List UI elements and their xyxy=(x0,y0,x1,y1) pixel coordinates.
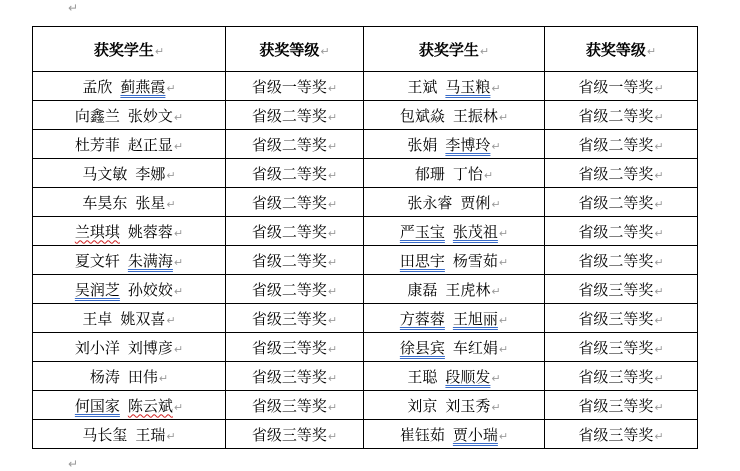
student-name: 刘小洋 xyxy=(74,338,120,357)
award-level: 省级二等奖 xyxy=(251,164,327,183)
right-level-cell xyxy=(545,217,698,246)
student-name: 杨涛 xyxy=(89,367,120,386)
table-row xyxy=(33,217,698,246)
paragraph-mark-icon: ↵ xyxy=(68,1,79,15)
left-level-cell xyxy=(226,304,364,333)
cell-mark-icon: ↵ xyxy=(154,44,165,58)
student-name: 王振林 xyxy=(452,106,498,125)
student-name: 方蓉蓉 xyxy=(399,309,445,328)
student-name: 王瑞 xyxy=(135,425,166,444)
left-student-cell xyxy=(33,130,226,159)
student-name: 车红娟 xyxy=(452,338,498,357)
table-row xyxy=(33,275,698,304)
cell-mark-icon: ↵ xyxy=(327,429,338,443)
cell-mark-icon: ↵ xyxy=(327,371,338,385)
header-label: 获奖等级 xyxy=(585,40,646,59)
left-level-cell xyxy=(226,420,364,449)
awards-table xyxy=(32,26,698,449)
cell-mark-icon: ↵ xyxy=(327,168,338,182)
cell-mark-icon: ↵ xyxy=(327,139,338,153)
table-row xyxy=(33,391,698,420)
left-level-cell xyxy=(226,333,364,362)
table-row xyxy=(33,72,698,101)
award-level: 省级三等奖 xyxy=(578,309,654,328)
student-name: 段顺发 xyxy=(445,367,491,386)
cell-mark-icon: ↵ xyxy=(327,110,338,124)
award-level: 省级三等奖 xyxy=(578,396,654,415)
award-level: 省级三等奖 xyxy=(578,338,654,357)
student-name: 张茂祖 xyxy=(452,222,498,241)
award-level: 省级三等奖 xyxy=(251,425,327,444)
table-row xyxy=(33,304,698,333)
cell-mark-icon: ↵ xyxy=(173,255,184,269)
award-level: 省级二等奖 xyxy=(578,251,654,270)
cell-mark-icon: ↵ xyxy=(654,226,664,240)
left-student-cell xyxy=(33,188,226,217)
cell-mark-icon: ↵ xyxy=(491,81,501,95)
right-level-cell xyxy=(545,72,698,101)
student-name: 夏文轩 xyxy=(74,251,120,270)
award-level: 省级二等奖 xyxy=(251,135,327,154)
cell-mark-icon: ↵ xyxy=(654,284,664,298)
left-level-cell xyxy=(226,72,364,101)
left-student-cell xyxy=(33,304,226,333)
award-level: 省级三等奖 xyxy=(251,338,327,357)
cell-mark-icon: ↵ xyxy=(327,284,338,298)
student-name: 马文敏 xyxy=(82,164,128,183)
cell-mark-icon: ↵ xyxy=(498,110,509,124)
cell-mark-icon: ↵ xyxy=(173,110,184,124)
cell-mark-icon: ↵ xyxy=(646,44,657,58)
cell-mark-icon: ↵ xyxy=(173,226,184,240)
right-level-cell xyxy=(545,130,698,159)
award-level: 省级三等奖 xyxy=(251,309,327,328)
student-name: 何国家 xyxy=(74,396,120,415)
student-name: 刘京 xyxy=(407,396,438,415)
student-name: 王旭丽 xyxy=(452,309,498,328)
right-student-cell xyxy=(364,217,545,246)
award-level: 省级三等奖 xyxy=(578,367,654,386)
right-student-cell xyxy=(364,420,545,449)
cell-mark-icon: ↵ xyxy=(491,284,501,298)
right-student-cell xyxy=(364,333,545,362)
left-level-cell xyxy=(226,188,364,217)
left-student-cell xyxy=(33,72,226,101)
cell-mark-icon: ↵ xyxy=(166,429,176,443)
cell-mark-icon: ↵ xyxy=(491,400,501,414)
student-name: 郁珊 xyxy=(414,164,445,183)
award-level: 省级三等奖 xyxy=(578,425,654,444)
student-name: 张娟 xyxy=(407,135,438,154)
left-level-cell xyxy=(226,101,364,130)
right-student-cell xyxy=(364,391,545,420)
award-level: 省级二等奖 xyxy=(578,222,654,241)
left-level-cell xyxy=(226,246,364,275)
left-student-cell xyxy=(33,333,226,362)
award-level: 省级二等奖 xyxy=(251,280,327,299)
cell-mark-icon: ↵ xyxy=(173,342,184,356)
cell-mark-icon: ↵ xyxy=(498,342,509,356)
cell-mark-icon: ↵ xyxy=(654,197,664,211)
student-name: 马玉粮 xyxy=(445,77,491,96)
student-name: 陈云斌 xyxy=(127,396,173,415)
left-level-cell xyxy=(226,159,364,188)
header-label: 获奖学生 xyxy=(418,40,479,59)
student-name: 包斌焱 xyxy=(399,106,445,125)
student-name: 吴润芝 xyxy=(74,280,120,299)
header-cell xyxy=(364,27,545,72)
left-level-cell xyxy=(226,275,364,304)
award-level: 省级二等奖 xyxy=(251,222,327,241)
student-name: 张妙文 xyxy=(127,106,173,125)
table-body xyxy=(33,72,698,449)
student-name: 孙姣姣 xyxy=(127,280,173,299)
student-name: 赵正显 xyxy=(127,135,173,154)
paragraph-mark-icon: ↵ xyxy=(68,457,79,471)
student-name: 严玉宝 xyxy=(399,222,445,241)
student-name: 向鑫兰 xyxy=(74,106,120,125)
cell-mark-icon: ↵ xyxy=(654,400,664,414)
left-level-cell xyxy=(226,362,364,391)
cell-mark-icon: ↵ xyxy=(327,342,338,356)
right-student-cell xyxy=(364,246,545,275)
table-row xyxy=(33,362,698,391)
student-name: 王聪 xyxy=(407,367,438,386)
cell-mark-icon: ↵ xyxy=(654,110,664,124)
student-name: 兰琪琪 xyxy=(74,222,120,241)
left-student-cell xyxy=(33,362,226,391)
header-cell xyxy=(33,27,226,72)
student-name: 王虎林 xyxy=(445,280,491,299)
header-cell xyxy=(226,27,364,72)
cell-mark-icon: ↵ xyxy=(166,313,176,327)
right-student-cell xyxy=(364,275,545,304)
student-name: 刘博彦 xyxy=(127,338,173,357)
right-student-cell xyxy=(364,362,545,391)
header-row xyxy=(33,27,698,72)
student-name: 康磊 xyxy=(407,280,438,299)
cell-mark-icon: ↵ xyxy=(654,313,664,327)
cell-mark-icon: ↵ xyxy=(498,429,509,443)
left-student-cell xyxy=(33,246,226,275)
student-name: 李娜 xyxy=(135,164,166,183)
award-level: 省级一等奖 xyxy=(251,77,327,96)
cell-mark-icon: ↵ xyxy=(498,226,509,240)
student-name: 张永睿 xyxy=(407,193,453,212)
student-name: 张星 xyxy=(135,193,166,212)
student-name: 姚蓉蓉 xyxy=(127,222,173,241)
student-name: 姚双喜 xyxy=(120,309,166,328)
cell-mark-icon: ↵ xyxy=(479,44,490,58)
cell-mark-icon: ↵ xyxy=(491,197,501,211)
table-row xyxy=(33,188,698,217)
right-student-cell xyxy=(364,188,545,217)
student-name: 田伟 xyxy=(127,367,158,386)
header-label: 获奖学生 xyxy=(93,40,154,59)
left-level-cell xyxy=(226,130,364,159)
student-name: 杨雪茹 xyxy=(452,251,498,270)
award-level: 省级三等奖 xyxy=(251,367,327,386)
cell-mark-icon: ↵ xyxy=(166,168,176,182)
student-name: 刘玉秀 xyxy=(445,396,491,415)
student-name: 孟欣 xyxy=(82,77,113,96)
table-row xyxy=(33,159,698,188)
cell-mark-icon: ↵ xyxy=(654,342,664,356)
left-student-cell xyxy=(33,420,226,449)
left-student-cell xyxy=(33,159,226,188)
student-name: 王斌 xyxy=(407,77,438,96)
right-level-cell xyxy=(545,304,698,333)
cell-mark-icon: ↵ xyxy=(327,197,338,211)
award-level: 省级二等奖 xyxy=(578,135,654,154)
right-student-cell xyxy=(364,304,545,333)
left-student-cell xyxy=(33,275,226,304)
student-name: 崔钰茹 xyxy=(399,425,445,444)
student-name: 王卓 xyxy=(82,309,113,328)
student-name: 田思宇 xyxy=(399,251,445,270)
left-student-cell xyxy=(33,217,226,246)
cell-mark-icon: ↵ xyxy=(173,139,184,153)
cell-mark-icon: ↵ xyxy=(158,371,169,385)
cell-mark-icon: ↵ xyxy=(654,371,664,385)
cell-mark-icon: ↵ xyxy=(654,81,664,95)
right-student-cell xyxy=(364,72,545,101)
award-level: 省级一等奖 xyxy=(578,77,654,96)
student-name: 车昊东 xyxy=(82,193,128,212)
award-level: 省级二等奖 xyxy=(578,106,654,125)
table-row xyxy=(33,333,698,362)
cell-mark-icon: ↵ xyxy=(654,139,664,153)
student-name: 贾小瑞 xyxy=(452,425,498,444)
table-row xyxy=(33,130,698,159)
right-level-cell xyxy=(545,159,698,188)
header-cell xyxy=(545,27,698,72)
student-name: 朱满海 xyxy=(127,251,173,270)
student-name: 徐县宾 xyxy=(399,338,445,357)
cell-mark-icon: ↵ xyxy=(491,371,501,385)
cell-mark-icon: ↵ xyxy=(654,255,664,269)
cell-mark-icon: ↵ xyxy=(173,284,184,298)
award-level: 省级二等奖 xyxy=(578,164,654,183)
student-name: 李博玲 xyxy=(445,135,491,154)
cell-mark-icon: ↵ xyxy=(327,255,338,269)
award-level: 省级二等奖 xyxy=(578,193,654,212)
right-student-cell xyxy=(364,101,545,130)
student-name: 马长玺 xyxy=(82,425,128,444)
award-level: 省级三等奖 xyxy=(578,280,654,299)
right-level-cell xyxy=(545,333,698,362)
right-level-cell xyxy=(545,246,698,275)
left-student-cell xyxy=(33,101,226,130)
cell-mark-icon: ↵ xyxy=(483,168,494,182)
left-level-cell xyxy=(226,391,364,420)
award-level: 省级二等奖 xyxy=(251,106,327,125)
left-student-cell xyxy=(33,391,226,420)
right-level-cell xyxy=(545,188,698,217)
table-row xyxy=(33,246,698,275)
cell-mark-icon: ↵ xyxy=(327,400,338,414)
cell-mark-icon: ↵ xyxy=(498,255,509,269)
cell-mark-icon: ↵ xyxy=(654,429,664,443)
right-level-cell xyxy=(545,391,698,420)
cell-mark-icon: ↵ xyxy=(491,139,501,153)
student-name: 贾俐 xyxy=(460,193,491,212)
header-label: 获奖等级 xyxy=(259,40,320,59)
right-level-cell xyxy=(545,362,698,391)
award-level: 省级二等奖 xyxy=(251,193,327,212)
right-level-cell xyxy=(545,275,698,304)
right-student-cell xyxy=(364,159,545,188)
left-level-cell xyxy=(226,217,364,246)
student-name: 蓟燕霞 xyxy=(120,77,166,96)
cell-mark-icon: ↵ xyxy=(327,313,338,327)
right-student-cell xyxy=(364,130,545,159)
award-level: 省级二等奖 xyxy=(251,251,327,270)
right-level-cell xyxy=(545,101,698,130)
cell-mark-icon: ↵ xyxy=(498,313,509,327)
cell-mark-icon: ↵ xyxy=(166,81,176,95)
student-name: 杜芳菲 xyxy=(74,135,120,154)
table-row xyxy=(33,420,698,449)
right-level-cell xyxy=(545,420,698,449)
cell-mark-icon: ↵ xyxy=(166,197,176,211)
cell-mark-icon: ↵ xyxy=(320,44,330,58)
student-name: 丁怡 xyxy=(452,164,483,183)
cell-mark-icon: ↵ xyxy=(327,81,338,95)
cell-mark-icon: ↵ xyxy=(173,400,184,414)
cell-mark-icon: ↵ xyxy=(654,168,664,182)
award-level: 省级三等奖 xyxy=(251,396,327,415)
table-row xyxy=(33,101,698,130)
cell-mark-icon: ↵ xyxy=(327,226,338,240)
